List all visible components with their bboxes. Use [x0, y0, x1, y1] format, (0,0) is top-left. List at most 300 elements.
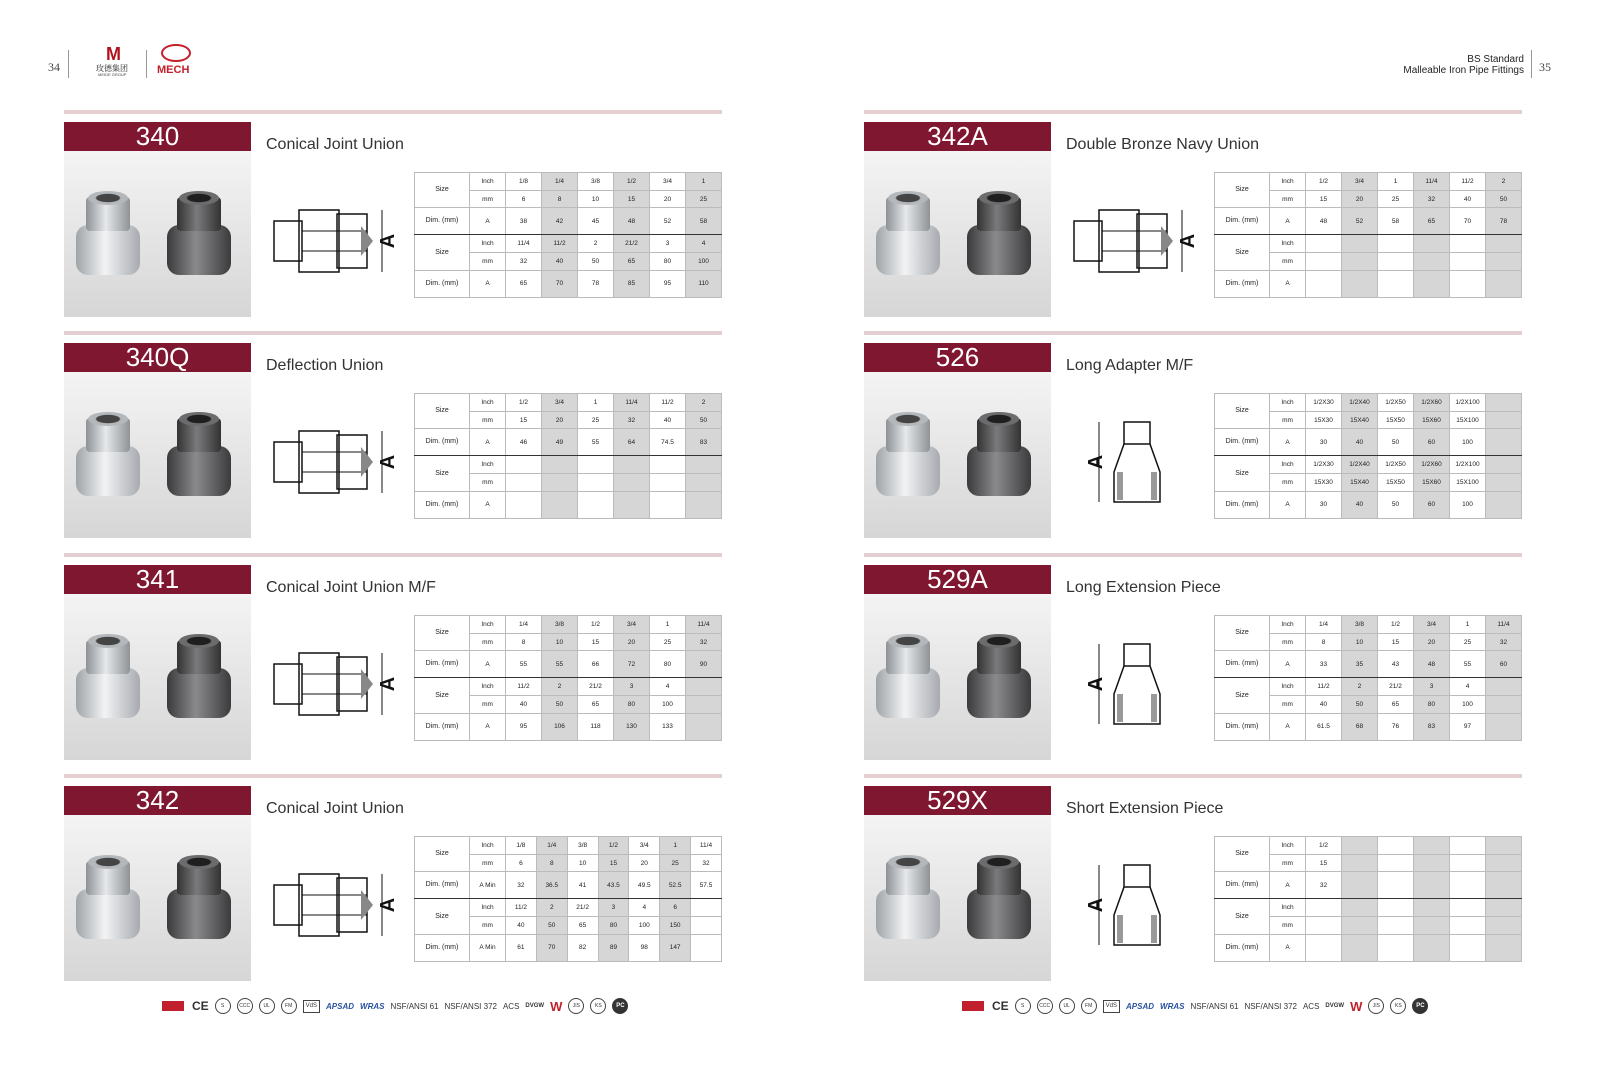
mm-value [1378, 854, 1414, 872]
mm-unit: mm [470, 696, 506, 714]
dimension-value: 41 [567, 872, 598, 899]
mm-value: 80 [598, 917, 629, 935]
cert-acs: ACS [1302, 1001, 1320, 1011]
mm-value: 15X30 [1306, 411, 1342, 429]
size-label: Size [1215, 616, 1270, 651]
dimension-value: 48 [1306, 208, 1342, 235]
dimension-value: 66 [578, 651, 614, 678]
dimension-value: 45 [578, 208, 614, 235]
size-label: Size [1215, 173, 1270, 208]
product-photo [864, 594, 1051, 760]
dimension-value: 30 [1306, 429, 1342, 456]
size-label: Size [415, 235, 470, 270]
mm-unit: mm [1270, 474, 1306, 492]
inch-value: 1/4 [1306, 616, 1342, 634]
mm-value [1450, 253, 1486, 271]
mm-unit: mm [1270, 854, 1306, 872]
mm-unit: mm [470, 633, 506, 651]
dimension-value: 83 [1414, 713, 1450, 740]
inch-value: 11/4 [614, 394, 650, 412]
mm-value: 15X30 [1306, 474, 1342, 492]
dimension-value: 60 [1414, 429, 1450, 456]
inch-unit: Inch [470, 394, 506, 412]
mm-value [1414, 854, 1450, 872]
mm-value: 20 [650, 190, 686, 208]
technical-drawing [269, 639, 404, 729]
dimension-value: 80 [650, 651, 686, 678]
technical-drawing [1069, 860, 1204, 950]
dimension-value: 72 [614, 651, 650, 678]
inch-value: 3/4 [614, 616, 650, 634]
mech-logo [155, 44, 199, 76]
dimension-value: 48 [1414, 651, 1450, 678]
a-unit: A [1270, 934, 1306, 961]
inch-value: 1/2X40 [1342, 394, 1378, 412]
inch-value [1342, 899, 1378, 917]
inch-value [1450, 837, 1486, 855]
inch-value [686, 456, 722, 474]
inch-unit: Inch [1270, 899, 1306, 917]
ul-icon: UL [1059, 998, 1075, 1014]
a-unit: A [470, 429, 506, 456]
product-code: 526 [864, 343, 1051, 372]
dimension-value: 65 [1414, 208, 1450, 235]
inch-value [1414, 235, 1450, 253]
mm-value: 15X60 [1414, 411, 1450, 429]
galvanized-fitting-image [872, 191, 944, 281]
cert-dvgw: DVGW [1325, 1003, 1345, 1009]
mm-value [1486, 411, 1522, 429]
dimension-value: 83 [686, 429, 722, 456]
inch-value: 3/4 [1342, 173, 1378, 191]
inch-value [1414, 899, 1450, 917]
size-label: Size [1215, 899, 1270, 934]
mm-value: 65 [567, 917, 598, 935]
inch-value [1486, 678, 1522, 696]
inch-value: 11/2 [1450, 173, 1486, 191]
mm-unit: mm [1270, 411, 1306, 429]
china-flag-icon [962, 1001, 984, 1011]
inch-unit: Inch [470, 616, 506, 634]
mm-value: 50 [686, 411, 722, 429]
dimension-value: 58 [1378, 208, 1414, 235]
a-unit: A [1270, 872, 1306, 899]
wras-icon: WRAS [360, 1001, 385, 1011]
section-divider [864, 553, 1522, 557]
cert-jis: JIS [1368, 998, 1384, 1014]
sgs-icon: S [215, 998, 231, 1014]
dimension-value [506, 491, 542, 518]
mm-value [1342, 253, 1378, 271]
dimension-letter: A [1085, 676, 1107, 692]
dimension-value: 61 [506, 934, 537, 961]
dimension-value [578, 491, 614, 518]
dimension-value: 43 [1378, 651, 1414, 678]
size-label: Size [415, 616, 470, 651]
size-label: Size [415, 899, 470, 934]
inch-value: 1/4 [536, 837, 567, 855]
inch-value: 3/4 [650, 173, 686, 191]
dim-label: Dim. (mm) [1215, 208, 1270, 235]
a-unit: A [470, 651, 506, 678]
series-line-1: BS Standard [1467, 54, 1524, 65]
dimension-value: 95 [650, 270, 686, 297]
mm-unit: mm [1270, 696, 1306, 714]
dimension-value: 64 [614, 429, 650, 456]
vds-icon: VdS [1103, 1000, 1120, 1013]
mm-value: 65 [614, 253, 650, 271]
inch-value: 11/2 [650, 394, 686, 412]
mm-unit: mm [470, 190, 506, 208]
dimension-value: 130 [614, 713, 650, 740]
section-divider [864, 331, 1522, 335]
product-section [64, 110, 722, 320]
dimension-value: 70 [542, 270, 578, 297]
apsad-icon: APSAD [326, 1001, 355, 1011]
mm-value: 80 [650, 253, 686, 271]
dimension-value: 49.5 [629, 872, 660, 899]
black-fitting-image [163, 412, 235, 502]
inch-value: 11/2 [1306, 678, 1342, 696]
mm-unit: mm [470, 253, 506, 271]
mm-value [1450, 854, 1486, 872]
inch-value: 11/4 [1486, 616, 1522, 634]
dimension-value: 40 [1342, 491, 1378, 518]
dimension-value: 52 [650, 208, 686, 235]
product-photo [864, 151, 1051, 317]
dim-label: Dim. (mm) [415, 429, 470, 456]
black-fitting-image [963, 412, 1035, 502]
inch-value: 1/2X50 [1378, 394, 1414, 412]
inch-value: 4 [1450, 678, 1486, 696]
mm-value [686, 696, 722, 714]
dimension-value: 50 [1378, 491, 1414, 518]
cert-nsf61: NSF/ANSI 61 [1190, 1001, 1239, 1011]
spec-table [1214, 615, 1522, 741]
inch-value [506, 456, 542, 474]
dimension-value: 55 [542, 651, 578, 678]
mm-value: 100 [629, 917, 660, 935]
galvanized-fitting-image [72, 412, 144, 502]
mm-value [1450, 917, 1486, 935]
product-name: Long Extension Piece [1066, 579, 1221, 596]
inch-value [1486, 899, 1522, 917]
inch-value: 21/2 [578, 678, 614, 696]
inch-value: 3/4 [542, 394, 578, 412]
inch-value [1378, 837, 1414, 855]
product-code: 340Q [64, 343, 251, 372]
inch-value: 4 [629, 899, 660, 917]
mm-value: 15 [614, 190, 650, 208]
dimension-value: 42 [542, 208, 578, 235]
mm-value: 15 [1306, 854, 1342, 872]
dimension-value: 95 [506, 713, 542, 740]
dimension-value: 36.5 [536, 872, 567, 899]
black-fitting-image [963, 191, 1035, 281]
inch-value: 6 [660, 899, 691, 917]
mm-value: 65 [1378, 696, 1414, 714]
dimension-value: 90 [686, 651, 722, 678]
mm-value [1486, 474, 1522, 492]
mm-value [650, 474, 686, 492]
mm-value: 20 [542, 411, 578, 429]
inch-unit: Inch [1270, 235, 1306, 253]
spec-table [414, 615, 722, 741]
mm-value [686, 474, 722, 492]
product-name: Double Bronze Navy Union [1066, 136, 1259, 153]
dimension-letter: A [1085, 897, 1107, 913]
mm-value: 50 [536, 917, 567, 935]
dimension-value: 46 [506, 429, 542, 456]
spec-table [414, 172, 722, 298]
dimension-value: 48 [614, 208, 650, 235]
dimension-value: 100 [1450, 491, 1486, 518]
dimension-value [1306, 270, 1342, 297]
mm-value: 10 [542, 633, 578, 651]
inch-value [1378, 899, 1414, 917]
inch-value: 3 [1414, 678, 1450, 696]
mm-value: 15X60 [1414, 474, 1450, 492]
inch-value [691, 899, 722, 917]
mm-value: 15X100 [1450, 411, 1486, 429]
dim-label: Dim. (mm) [415, 651, 470, 678]
dimension-value: 110 [686, 270, 722, 297]
dimension-value: 55 [506, 651, 542, 678]
mm-value [1306, 253, 1342, 271]
product-section [64, 774, 722, 984]
meide-mark-icon: M [106, 44, 121, 64]
inch-unit: Inch [470, 899, 506, 917]
mm-value: 40 [542, 253, 578, 271]
inch-value: 21/2 [614, 235, 650, 253]
cert-pc: PC [612, 998, 628, 1014]
dim-label: Dim. (mm) [1215, 429, 1270, 456]
inch-value: 4 [650, 678, 686, 696]
mm-value [578, 474, 614, 492]
dimension-letter: A [1177, 233, 1199, 249]
dimension-value [1486, 491, 1522, 518]
size-label: Size [1215, 394, 1270, 429]
dimension-value [614, 491, 650, 518]
inch-value: 1 [578, 394, 614, 412]
a-unit: A [470, 713, 506, 740]
mm-value [691, 917, 722, 935]
inch-value [1486, 837, 1522, 855]
inch-value: 1/4 [506, 616, 542, 634]
a-unit: A [1270, 651, 1306, 678]
inch-value [1378, 235, 1414, 253]
galvanized-fitting-image [872, 634, 944, 724]
mm-unit: mm [1270, 253, 1306, 271]
mm-value: 65 [578, 696, 614, 714]
dim-label: Dim. (mm) [415, 491, 470, 518]
product-code: 342 [64, 786, 251, 815]
dimension-value [1414, 872, 1450, 899]
inch-unit: Inch [470, 173, 506, 191]
inch-value: 1/2 [1306, 173, 1342, 191]
ce-mark-icon: CE [992, 999, 1009, 1013]
inch-value: 1 [650, 616, 686, 634]
mm-value: 80 [1414, 696, 1450, 714]
mm-value [1342, 854, 1378, 872]
mm-value: 25 [1378, 190, 1414, 208]
dimension-value [1486, 270, 1522, 297]
dimension-value: 43.5 [598, 872, 629, 899]
mm-value: 15 [578, 633, 614, 651]
dimension-value: 78 [1486, 208, 1522, 235]
dimension-value: 118 [578, 713, 614, 740]
mm-value: 32 [691, 854, 722, 872]
dimension-value: 68 [1342, 713, 1378, 740]
inch-unit: Inch [470, 678, 506, 696]
mm-value: 8 [542, 190, 578, 208]
dimension-value: 97 [1450, 713, 1486, 740]
dimension-value: 78 [578, 270, 614, 297]
right-page-number: 35 [1539, 60, 1551, 74]
mm-value: 40 [506, 696, 542, 714]
dimension-value [1450, 270, 1486, 297]
inch-value [1486, 235, 1522, 253]
product-name: Long Adapter M/F [1066, 357, 1194, 374]
inch-unit: Inch [1270, 837, 1306, 855]
inch-value: 1 [1378, 173, 1414, 191]
mm-value [1306, 917, 1342, 935]
dimension-value: 33 [1306, 651, 1342, 678]
section-divider [64, 331, 722, 335]
inch-value: 1/2 [506, 394, 542, 412]
dimension-value: 32 [1306, 872, 1342, 899]
mm-value: 15 [506, 411, 542, 429]
dimension-value: 60 [1414, 491, 1450, 518]
dimension-letter: A [377, 233, 399, 249]
inch-value: 11/4 [691, 837, 722, 855]
inch-value: 2 [1486, 173, 1522, 191]
section-divider [864, 110, 1522, 114]
inch-value: 1/2 [1306, 837, 1342, 855]
dimension-value: 76 [1378, 713, 1414, 740]
dimension-letter: A [377, 676, 399, 692]
size-label: Size [1215, 678, 1270, 713]
inch-value: 2 [1342, 678, 1378, 696]
dimension-value: 60 [1486, 651, 1522, 678]
product-section [864, 774, 1522, 984]
cert-w: W [550, 998, 563, 1014]
inch-value [1486, 456, 1522, 474]
dimension-value: 70 [536, 934, 567, 961]
inch-value: 3 [614, 678, 650, 696]
technical-drawing [269, 860, 404, 950]
product-section [864, 331, 1522, 541]
a-unit: A Min [470, 872, 506, 899]
inch-unit: Inch [1270, 678, 1306, 696]
size-label: Size [415, 456, 470, 491]
mech-swirl-icon [161, 44, 191, 62]
product-name: Conical Joint Union [266, 136, 404, 153]
dimension-value: 98 [629, 934, 660, 961]
section-divider [64, 110, 722, 114]
mm-value: 25 [686, 190, 722, 208]
dim-label: Dim. (mm) [1215, 270, 1270, 297]
mm-value: 25 [1450, 633, 1486, 651]
mm-value: 8 [1306, 633, 1342, 651]
a-unit: A [1270, 429, 1306, 456]
mm-value: 20 [629, 854, 660, 872]
header-divider [146, 50, 147, 78]
dimension-value: 32 [506, 872, 537, 899]
mm-value: 40 [1450, 190, 1486, 208]
mm-unit: mm [470, 474, 506, 492]
mm-value: 15X50 [1378, 474, 1414, 492]
inch-value: 3/8 [567, 837, 598, 855]
inch-value: 1/2 [578, 616, 614, 634]
product-code: 340 [64, 122, 251, 151]
series-line-2: Malleable Iron Pipe Fittings [1403, 65, 1524, 76]
dim-label: Dim. (mm) [415, 872, 470, 899]
galvanized-fitting-image [872, 855, 944, 945]
dimension-value [686, 491, 722, 518]
mm-value: 32 [614, 411, 650, 429]
mm-value: 15X40 [1342, 474, 1378, 492]
mm-value [542, 474, 578, 492]
inch-value: 11/2 [542, 235, 578, 253]
product-photo [64, 594, 251, 760]
spec-table [414, 836, 722, 962]
spec-table [414, 393, 722, 519]
apsad-icon: APSAD [1126, 1001, 1155, 1011]
dimension-letter: A [377, 454, 399, 470]
mm-value [1486, 253, 1522, 271]
inch-value: 3/8 [578, 173, 614, 191]
dim-label: Dim. (mm) [1215, 491, 1270, 518]
mm-value: 25 [660, 854, 691, 872]
inch-value: 1/2 [598, 837, 629, 855]
dimension-value [1306, 934, 1342, 961]
inch-value: 21/2 [1378, 678, 1414, 696]
inch-value: 1/2X50 [1378, 456, 1414, 474]
dimension-value: 50 [1378, 429, 1414, 456]
dimension-value: 55 [578, 429, 614, 456]
ccc-icon: CCC [237, 998, 253, 1014]
dim-label: Dim. (mm) [415, 934, 470, 961]
inch-value: 1/2X60 [1414, 456, 1450, 474]
product-name: Conical Joint Union [266, 800, 404, 817]
galvanized-fitting-image [72, 855, 144, 945]
dimension-value: 100 [1450, 429, 1486, 456]
technical-drawing [1069, 639, 1204, 729]
mm-value [1414, 917, 1450, 935]
product-name: Conical Joint Union M/F [266, 579, 436, 596]
inch-value: 2 [578, 235, 614, 253]
dimension-value: 85 [614, 270, 650, 297]
mm-value: 100 [686, 253, 722, 271]
inch-value: 3 [598, 899, 629, 917]
dimension-value: 40 [1342, 429, 1378, 456]
inch-value: 3/4 [629, 837, 660, 855]
inch-value [542, 456, 578, 474]
dimension-value: 133 [650, 713, 686, 740]
mm-unit: mm [1270, 633, 1306, 651]
mm-value: 40 [650, 411, 686, 429]
cert-ks: KS [590, 998, 606, 1014]
a-unit: A [470, 270, 506, 297]
cert-dvgw: DVGW [525, 1003, 545, 1009]
dimension-value [1414, 270, 1450, 297]
dimension-value: 147 [660, 934, 691, 961]
china-flag-icon [162, 1001, 184, 1011]
fm-icon: FM [281, 998, 297, 1014]
dim-label: Dim. (mm) [1215, 872, 1270, 899]
technical-drawing [269, 196, 404, 286]
